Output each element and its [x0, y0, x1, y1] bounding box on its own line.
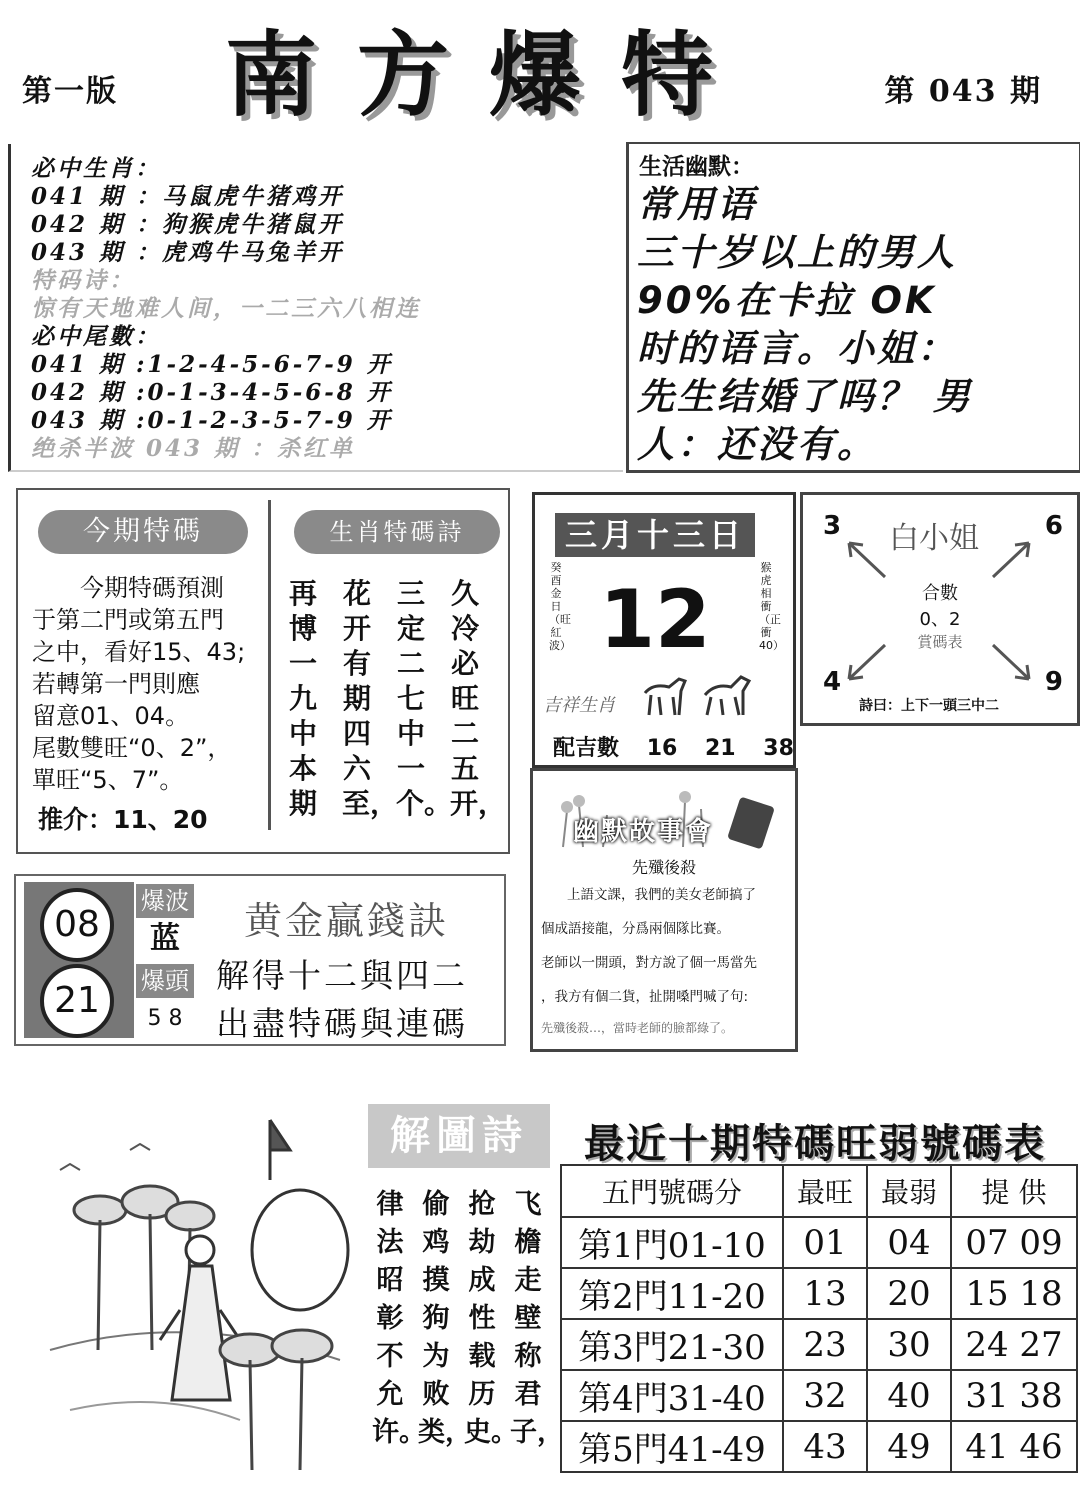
joke-line: ，我方有個二貨，扯開嗓門喊了句: — [541, 989, 749, 1005]
poem-column: 再博一九中本期 — [288, 577, 317, 820]
lucky-label: 配吉數 — [553, 736, 620, 761]
gold-line: 解得十二與四二 — [216, 956, 468, 995]
table-row — [561, 1319, 1077, 1370]
head-tag: 爆頭 — [136, 964, 194, 998]
poem-column: 飞檐走壁称君子， — [510, 1189, 564, 1448]
humor-line: 常用语 — [637, 183, 757, 226]
column-divider — [268, 500, 271, 830]
gold-panel — [14, 874, 506, 1046]
humor-line: 先生结婚了吗？ 男 — [637, 375, 973, 418]
calendar-date: 三月十三日 — [555, 513, 755, 557]
table-cell: 30 — [867, 1319, 951, 1370]
tail-heading: 必中尾數： — [31, 323, 161, 350]
special-poem: 惊有天地难人间，一二三六八相连 — [31, 295, 421, 322]
table-cell: 41 46 — [951, 1421, 1077, 1472]
calendar-day: 12 — [599, 573, 711, 666]
table-cell: 31 38 — [951, 1370, 1077, 1421]
sum-label: 合數 — [922, 583, 958, 604]
joke-panel — [530, 768, 798, 1052]
text-line: 單旺“5、7”。 — [32, 766, 184, 794]
zodiac-heading: 必中生肖： — [31, 155, 161, 182]
lucky-numbers — [553, 731, 794, 762]
zodiac-row: 042 期 ：狗猴虎牛猪鼠开 — [31, 211, 345, 238]
humor-heading: 生活幽默： — [639, 153, 754, 180]
special-code-panel — [16, 488, 510, 854]
zodiac-poem-pill: 生肖特碼詩 — [294, 510, 500, 554]
joke-subtitle: 先殲後殺 — [631, 858, 696, 877]
table-cell: 第1門01-10 — [561, 1217, 783, 1268]
zodiac-row: 041 期 ：马鼠虎牛猪鸡开 — [31, 183, 345, 210]
issue-number: 第 043 期 — [884, 74, 1042, 109]
text-line: 于第二門或第五門 — [32, 606, 224, 634]
table-cell: 07 09 — [951, 1217, 1077, 1268]
table-cell: 15 18 — [951, 1268, 1077, 1319]
table-cell: 第5門41-49 — [561, 1421, 783, 1472]
recommend-line: 推介：11、20 — [38, 805, 208, 834]
special-code-text — [32, 572, 267, 796]
table-note: 賞碼表 — [917, 633, 963, 651]
kill-line: 绝杀半波 043 期 ：杀红单 — [31, 435, 356, 462]
table-header: 五門號碼分 — [561, 1165, 783, 1217]
gold-title: 黄金贏錢訣 — [244, 899, 450, 943]
calendar-left-note: 癸酉金日（旺紅波） — [549, 561, 571, 652]
tail-row: 041 期 :1-2-4-5-6-7-9 开 — [31, 351, 393, 378]
table-row — [561, 1268, 1077, 1319]
joke-line: 先殲後殺…，當時老師的臉都綠了。 — [541, 1021, 734, 1035]
poem-heading: 特码诗： — [31, 267, 135, 294]
zodiac-row: 043 期 ：虎鸡牛马兔羊开 — [31, 239, 345, 266]
calendar-panel — [532, 492, 796, 768]
table-cell: 第2門11-20 — [561, 1268, 783, 1319]
humor-line: 时的语言。小姐： — [637, 327, 957, 370]
text-line: 留意01、04。 — [32, 702, 190, 730]
zodiac-panel — [8, 144, 623, 472]
table-header: 最弱 — [867, 1165, 951, 1217]
table-cell: 04 — [867, 1217, 951, 1268]
scholar-illustration — [40, 1110, 360, 1480]
corner-number: 4 — [823, 667, 842, 697]
table-row — [561, 1217, 1077, 1268]
table-cell: 20 — [867, 1268, 951, 1319]
corner-number: 6 — [1044, 511, 1063, 541]
lucky-number: 38 — [763, 736, 794, 761]
text-line: 之中，看好15、43; — [32, 638, 246, 666]
color-value: 蓝 — [150, 921, 180, 956]
head-value: 5 8 — [147, 1006, 183, 1031]
page-title: 南方爆特 — [225, 21, 754, 129]
poem-column: 久冷必旺二五开， — [450, 577, 507, 820]
humor-panel — [626, 142, 1080, 473]
table-header-row — [561, 1165, 1077, 1217]
lucky-number: 21 — [704, 736, 736, 761]
poem-column: 抢劫成性载历史。 — [464, 1189, 518, 1448]
poem-column: 偷鸡摸狗为败类， — [418, 1189, 472, 1448]
humor-line: 三十岁以上的男人 — [637, 231, 957, 274]
humor-line: 90%在卡拉 OK — [637, 279, 937, 322]
joke-line: 個成語接龍，分爲兩個隊比賽。 — [541, 921, 730, 937]
table-cell: 40 — [867, 1370, 951, 1421]
table-cell: 43 — [783, 1421, 867, 1472]
special-code-pill: 今期特碼 — [38, 510, 248, 554]
table-cell: 23 — [783, 1319, 867, 1370]
hot-cold-table — [560, 1164, 1078, 1473]
ball-number: 21 — [40, 964, 114, 1038]
edition-label: 第一版 — [22, 74, 118, 109]
tail-row: 043 期 :0-1-2-3-5-7-9 开 — [31, 407, 393, 434]
tail-row: 042 期 :0-1-3-4-5-6-8 开 — [31, 379, 393, 406]
table-cell: 第4門31-40 — [561, 1370, 783, 1421]
table-cell: 第3門21-30 — [561, 1319, 783, 1370]
sum-value: 0、2 — [919, 609, 961, 630]
poem-column: 律法昭彰不允许。 — [372, 1189, 426, 1448]
table-header: 提 供 — [951, 1165, 1077, 1217]
table-cell: 01 — [783, 1217, 867, 1268]
color-tag: 爆波 — [136, 884, 194, 918]
calendar-caption: 吉祥生肖 — [543, 695, 615, 716]
joke-line: 上語文課，我們的美女老師搞了 — [567, 887, 756, 903]
poem-column: 花开有期四六至， — [342, 577, 399, 820]
table-row — [561, 1421, 1077, 1472]
corner-number: 3 — [823, 511, 842, 541]
table-row — [561, 1370, 1077, 1421]
ball-number: 08 — [40, 888, 114, 962]
picture-poem-title: 解圖詩 — [368, 1104, 550, 1168]
text-line: 今期特碼預測 — [80, 574, 224, 602]
miss-bai-title: 白小姐 — [889, 521, 979, 556]
corner-number: 9 — [1044, 667, 1063, 697]
gold-line: 出盡特碼與連碼 — [216, 1004, 468, 1043]
joke-line: 老師以一開頭，對方說了個一馬當先 — [541, 955, 757, 971]
table-cell: 13 — [783, 1268, 867, 1319]
miss-bai-panel — [800, 492, 1080, 726]
text-line: 尾數雙旺“0、2”， — [32, 734, 232, 762]
text-line: 若轉第一門則應 — [32, 670, 200, 698]
table-title: 最近十期特碼旺弱號碼表 — [584, 1120, 1046, 1167]
table-cell: 49 — [867, 1421, 951, 1472]
calendar-right-note: 猴虎相衝（正衝40） — [759, 561, 784, 652]
picture-poem-panel — [368, 1104, 564, 1474]
table-cell: 24 27 — [951, 1319, 1077, 1370]
horses-icon — [639, 671, 759, 721]
humor-line: 人：还没有。 — [637, 423, 877, 466]
poem-column: 三定二七中一个。 — [396, 577, 453, 820]
lucky-number: 16 — [646, 736, 678, 761]
table-header: 最旺 — [783, 1165, 867, 1217]
table-cell: 32 — [783, 1370, 867, 1421]
miss-bai-poem: 詩曰：上下一頭三中二 — [859, 698, 999, 714]
joke-title: 幽默故事會 — [573, 817, 714, 847]
